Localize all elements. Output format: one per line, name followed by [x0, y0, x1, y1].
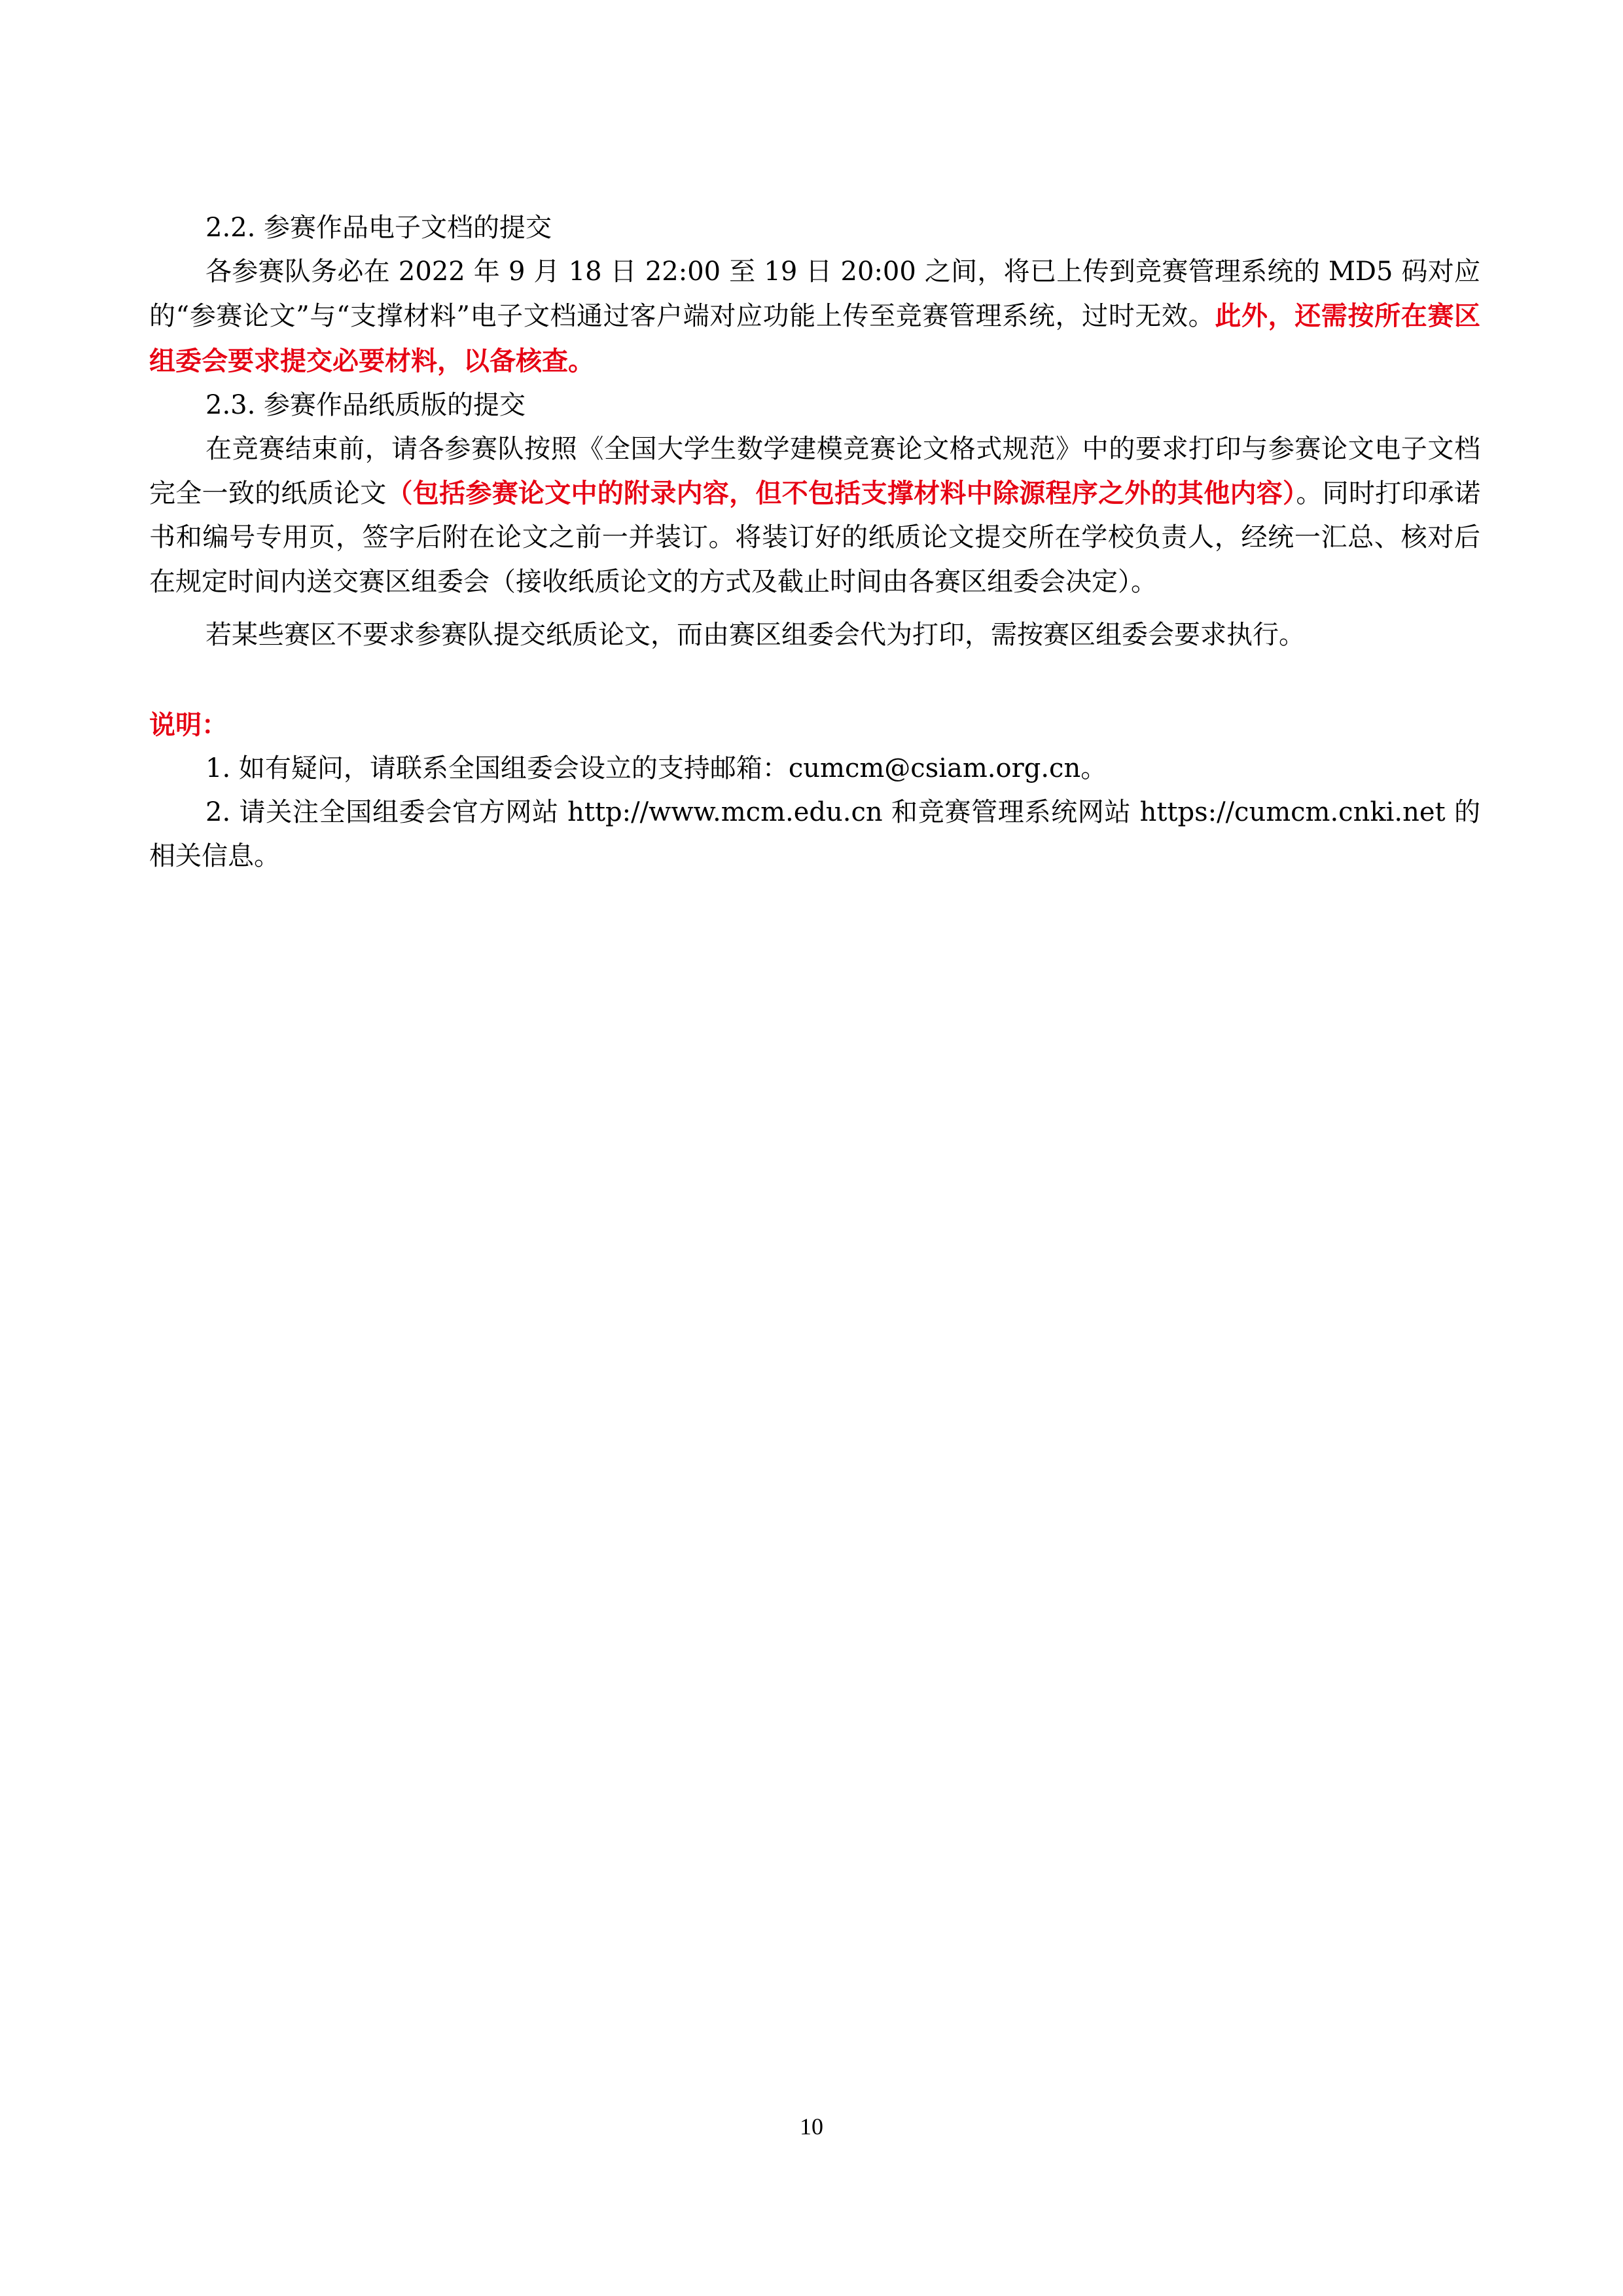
section-2-2-text: 各参赛队务必在 2022 年 9 月 18 日 22:00 至 19 日 20:00 之间，将已上传到竞赛管理系统的 MD5 码对应的“参赛论文”与“支撑材料”电子文档通过客户端对应功能上传至竞赛管理系统，过时无效。: [149, 257, 1480, 332]
notes-title: 说明：: [149, 709, 228, 740]
notes-item-1: 1. 如有疑问，请联系全国组委会设立的支持邮箱：cumcm@csiam.org.cn。: [205, 753, 1107, 784]
section-2-2-paragraph: [149, 250, 1480, 384]
section-2-3-text-b: 。同时打印承诺书和编号专用页，签字后附在论文之前一并装订。将装订好的纸质论文提交所在学校负责人，经统一汇总、核对后在规定时间内送交赛区组委会（接收纸质论文的方式及截止时间由各赛区组委会决定）。: [149, 478, 1481, 597]
section-2-3-heading: 2.3. 参赛作品纸质版的提交: [205, 389, 526, 420]
section-2-2-heading: 2.2. 参赛作品电子文档的提交: [205, 213, 552, 243]
section-2-3-text-a: 在竞赛结束前，请各参赛队按照《全国大学生数学建模竞赛论文格式规范》中的要求打印与参赛论文电子文档完全一致的纸质论文: [149, 433, 1480, 509]
notes-gap: [149, 657, 1480, 703]
page-content: [149, 206, 1480, 879]
section-2-2-emphasis: 此外，还需按所在赛区组委会要求提交必要材料，以备核查。: [149, 300, 1481, 376]
notes-item-2: 2. 请关注全国组委会官方网站 http://www.mcm.edu.cn 和竞赛管理系统网站 https://cumcm.cnki.net 的相关信息。: [149, 797, 1480, 872]
section-2-3-paragraph-1: [149, 427, 1480, 604]
section-2-3-emphasis: （包括参赛论文中的附录内容，但不包括支撑材料中除源程序之外的其他内容）: [386, 478, 1296, 509]
page-number: 10: [800, 2113, 823, 2140]
section-2-3-paragraph-2: 若某些赛区不要求参赛队提交纸质论文，而由赛区组委会代为打印，需按赛区组委会要求执行。: [205, 619, 1305, 650]
paragraph-gap: [149, 604, 1480, 613]
